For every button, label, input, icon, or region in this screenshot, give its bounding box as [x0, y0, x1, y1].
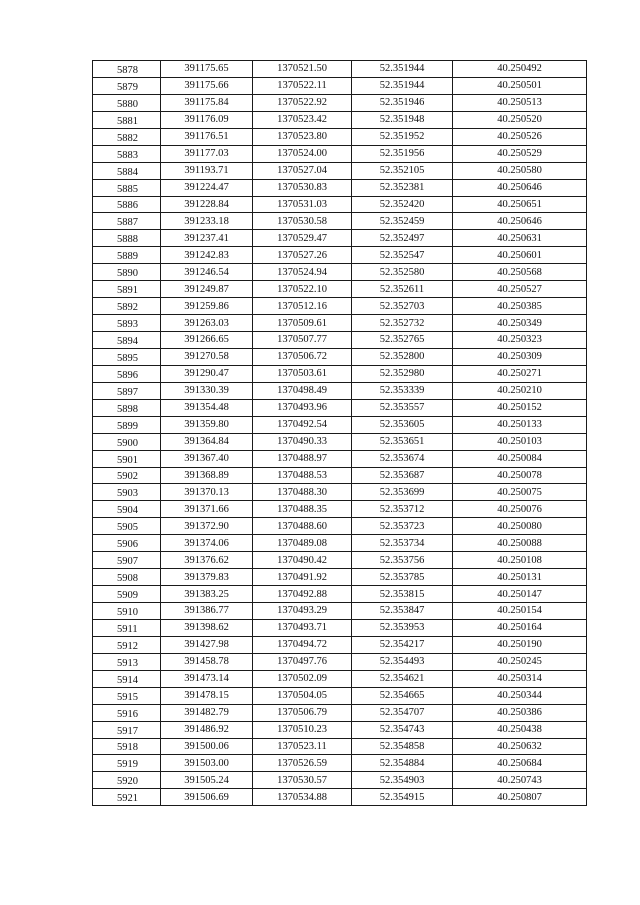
y-coordinate-cell: 1370503.61 [253, 365, 352, 382]
latitude-cell: 52.352547 [352, 247, 453, 264]
point-number-cell: 5915 [93, 687, 161, 704]
point-number-cell: 5902 [93, 467, 161, 484]
table-row [93, 196, 587, 213]
y-coordinate-cell: 1370498.49 [253, 382, 352, 399]
longitude-cell: 40.250131 [453, 569, 587, 586]
longitude-cell: 40.250568 [453, 264, 587, 281]
longitude-cell: 40.250133 [453, 416, 587, 433]
longitude-cell: 40.250501 [453, 77, 587, 94]
point-number-cell: 5904 [93, 501, 161, 518]
latitude-cell: 52.353953 [352, 619, 453, 636]
y-coordinate-cell: 1370522.10 [253, 281, 352, 298]
longitude-cell: 40.250743 [453, 772, 587, 789]
y-coordinate-cell: 1370488.30 [253, 484, 352, 501]
point-number-cell: 5882 [93, 128, 161, 145]
x-coordinate-cell: 391237.41 [161, 230, 253, 247]
x-coordinate-cell: 391370.13 [161, 484, 253, 501]
table-row [93, 704, 587, 721]
y-coordinate-cell: 1370526.59 [253, 755, 352, 772]
latitude-cell: 52.352105 [352, 162, 453, 179]
point-number-cell: 5895 [93, 348, 161, 365]
latitude-cell: 52.353785 [352, 569, 453, 586]
longitude-cell: 40.250103 [453, 433, 587, 450]
longitude-cell: 40.250651 [453, 196, 587, 213]
longitude-cell: 40.250529 [453, 145, 587, 162]
x-coordinate-cell: 391176.51 [161, 128, 253, 145]
y-coordinate-cell: 1370523.42 [253, 111, 352, 128]
point-number-cell: 5890 [93, 264, 161, 281]
x-coordinate-cell: 391249.87 [161, 281, 253, 298]
x-coordinate-cell: 391367.40 [161, 450, 253, 467]
longitude-cell: 40.250631 [453, 230, 587, 247]
table-row [93, 670, 587, 687]
latitude-cell: 52.353734 [352, 535, 453, 552]
table-row [93, 264, 587, 281]
latitude-cell: 52.352420 [352, 196, 453, 213]
table-row [93, 653, 587, 670]
y-coordinate-cell: 1370494.72 [253, 636, 352, 653]
longitude-cell: 40.250349 [453, 315, 587, 332]
table-row [93, 111, 587, 128]
x-coordinate-cell: 391386.77 [161, 603, 253, 620]
x-coordinate-cell: 391270.58 [161, 348, 253, 365]
point-number-cell: 5896 [93, 365, 161, 382]
point-number-cell: 5898 [93, 399, 161, 416]
longitude-cell: 40.250580 [453, 162, 587, 179]
coordinates-table [92, 60, 587, 806]
table-row [93, 636, 587, 653]
point-number-cell: 5918 [93, 738, 161, 755]
y-coordinate-cell: 1370527.26 [253, 247, 352, 264]
y-coordinate-cell: 1370522.11 [253, 77, 352, 94]
x-coordinate-cell: 391482.79 [161, 704, 253, 721]
x-coordinate-cell: 391500.06 [161, 738, 253, 755]
longitude-cell: 40.250344 [453, 687, 587, 704]
x-coordinate-cell: 391427.98 [161, 636, 253, 653]
longitude-cell: 40.250190 [453, 636, 587, 653]
longitude-cell: 40.250646 [453, 179, 587, 196]
x-coordinate-cell: 391228.84 [161, 196, 253, 213]
point-number-cell: 5881 [93, 111, 161, 128]
longitude-cell: 40.250309 [453, 348, 587, 365]
y-coordinate-cell: 1370530.58 [253, 213, 352, 230]
latitude-cell: 52.354903 [352, 772, 453, 789]
latitude-cell: 52.352580 [352, 264, 453, 281]
point-number-cell: 5920 [93, 772, 161, 789]
latitude-cell: 52.351946 [352, 94, 453, 111]
point-number-cell: 5909 [93, 586, 161, 603]
latitude-cell: 52.354665 [352, 687, 453, 704]
table-row [93, 61, 587, 78]
table-row [93, 145, 587, 162]
latitude-cell: 52.353674 [352, 450, 453, 467]
point-number-cell: 5892 [93, 298, 161, 315]
latitude-cell: 52.353557 [352, 399, 453, 416]
y-coordinate-cell: 1370490.42 [253, 552, 352, 569]
longitude-cell: 40.250526 [453, 128, 587, 145]
longitude-cell: 40.250078 [453, 467, 587, 484]
table-row [93, 399, 587, 416]
y-coordinate-cell: 1370489.08 [253, 535, 352, 552]
point-number-cell: 5888 [93, 230, 161, 247]
y-coordinate-cell: 1370509.61 [253, 315, 352, 332]
point-number-cell: 5878 [93, 61, 161, 78]
longitude-cell: 40.250438 [453, 721, 587, 738]
latitude-cell: 52.353847 [352, 603, 453, 620]
table-row [93, 755, 587, 772]
y-coordinate-cell: 1370527.04 [253, 162, 352, 179]
longitude-cell: 40.250152 [453, 399, 587, 416]
latitude-cell: 52.354621 [352, 670, 453, 687]
longitude-cell: 40.250513 [453, 94, 587, 111]
x-coordinate-cell: 391458.78 [161, 653, 253, 670]
y-coordinate-cell: 1370521.50 [253, 61, 352, 78]
point-number-cell: 5911 [93, 619, 161, 636]
table-row [93, 721, 587, 738]
point-number-cell: 5916 [93, 704, 161, 721]
table-row [93, 162, 587, 179]
table-row [93, 738, 587, 755]
table-row [93, 298, 587, 315]
y-coordinate-cell: 1370522.92 [253, 94, 352, 111]
y-coordinate-cell: 1370524.94 [253, 264, 352, 281]
x-coordinate-cell: 391224.47 [161, 179, 253, 196]
longitude-cell: 40.250271 [453, 365, 587, 382]
longitude-cell: 40.250385 [453, 298, 587, 315]
y-coordinate-cell: 1370493.96 [253, 399, 352, 416]
point-number-cell: 5889 [93, 247, 161, 264]
point-number-cell: 5901 [93, 450, 161, 467]
y-coordinate-cell: 1370529.47 [253, 230, 352, 247]
latitude-cell: 52.351944 [352, 77, 453, 94]
latitude-cell: 52.352611 [352, 281, 453, 298]
longitude-cell: 40.250080 [453, 518, 587, 535]
y-coordinate-cell: 1370534.88 [253, 789, 352, 806]
x-coordinate-cell: 391359.80 [161, 416, 253, 433]
x-coordinate-cell: 391506.69 [161, 789, 253, 806]
longitude-cell: 40.250314 [453, 670, 587, 687]
point-number-cell: 5884 [93, 162, 161, 179]
table-row [93, 687, 587, 704]
table-row [93, 467, 587, 484]
latitude-cell: 52.351956 [352, 145, 453, 162]
x-coordinate-cell: 391368.89 [161, 467, 253, 484]
longitude-cell: 40.250601 [453, 247, 587, 264]
x-coordinate-cell: 391478.15 [161, 687, 253, 704]
point-number-cell: 5914 [93, 670, 161, 687]
coordinates-table-body [93, 61, 587, 806]
x-coordinate-cell: 391175.84 [161, 94, 253, 111]
table-row [93, 230, 587, 247]
point-number-cell: 5907 [93, 552, 161, 569]
longitude-cell: 40.250646 [453, 213, 587, 230]
table-row [93, 416, 587, 433]
latitude-cell: 52.353339 [352, 382, 453, 399]
x-coordinate-cell: 391193.71 [161, 162, 253, 179]
latitude-cell: 52.354707 [352, 704, 453, 721]
latitude-cell: 52.352732 [352, 315, 453, 332]
point-number-cell: 5880 [93, 94, 161, 111]
table-row [93, 77, 587, 94]
table-row [93, 586, 587, 603]
y-coordinate-cell: 1370488.97 [253, 450, 352, 467]
table-row [93, 94, 587, 111]
longitude-cell: 40.250245 [453, 653, 587, 670]
y-coordinate-cell: 1370512.16 [253, 298, 352, 315]
table-row [93, 315, 587, 332]
latitude-cell: 52.351948 [352, 111, 453, 128]
point-number-cell: 5879 [93, 77, 161, 94]
latitude-cell: 52.353605 [352, 416, 453, 433]
longitude-cell: 40.250386 [453, 704, 587, 721]
longitude-cell: 40.250527 [453, 281, 587, 298]
y-coordinate-cell: 1370530.57 [253, 772, 352, 789]
point-number-cell: 5900 [93, 433, 161, 450]
table-row [93, 365, 587, 382]
table-row [93, 332, 587, 349]
latitude-cell: 52.353756 [352, 552, 453, 569]
table-row [93, 450, 587, 467]
longitude-cell: 40.250147 [453, 586, 587, 603]
x-coordinate-cell: 391330.39 [161, 382, 253, 399]
point-number-cell: 5899 [93, 416, 161, 433]
latitude-cell: 52.353712 [352, 501, 453, 518]
y-coordinate-cell: 1370523.11 [253, 738, 352, 755]
x-coordinate-cell: 391503.00 [161, 755, 253, 772]
y-coordinate-cell: 1370524.00 [253, 145, 352, 162]
latitude-cell: 52.352497 [352, 230, 453, 247]
x-coordinate-cell: 391177.03 [161, 145, 253, 162]
point-number-cell: 5921 [93, 789, 161, 806]
y-coordinate-cell: 1370506.72 [253, 348, 352, 365]
table-row [93, 552, 587, 569]
latitude-cell: 52.352381 [352, 179, 453, 196]
y-coordinate-cell: 1370492.88 [253, 586, 352, 603]
latitude-cell: 52.354743 [352, 721, 453, 738]
latitude-cell: 52.354217 [352, 636, 453, 653]
latitude-cell: 52.352800 [352, 348, 453, 365]
point-number-cell: 5919 [93, 755, 161, 772]
latitude-cell: 52.354884 [352, 755, 453, 772]
x-coordinate-cell: 391376.62 [161, 552, 253, 569]
point-number-cell: 5910 [93, 603, 161, 620]
table-row [93, 382, 587, 399]
x-coordinate-cell: 391175.65 [161, 61, 253, 78]
x-coordinate-cell: 391379.83 [161, 569, 253, 586]
table-row [93, 518, 587, 535]
point-number-cell: 5903 [93, 484, 161, 501]
point-number-cell: 5906 [93, 535, 161, 552]
table-row [93, 789, 587, 806]
x-coordinate-cell: 391473.14 [161, 670, 253, 687]
table-row [93, 569, 587, 586]
table-row [93, 281, 587, 298]
x-coordinate-cell: 391398.62 [161, 619, 253, 636]
x-coordinate-cell: 391233.18 [161, 213, 253, 230]
longitude-cell: 40.250210 [453, 382, 587, 399]
point-number-cell: 5897 [93, 382, 161, 399]
table-row [93, 213, 587, 230]
y-coordinate-cell: 1370502.09 [253, 670, 352, 687]
point-number-cell: 5905 [93, 518, 161, 535]
point-number-cell: 5894 [93, 332, 161, 349]
x-coordinate-cell: 391371.66 [161, 501, 253, 518]
x-coordinate-cell: 391266.65 [161, 332, 253, 349]
point-number-cell: 5891 [93, 281, 161, 298]
latitude-cell: 52.351952 [352, 128, 453, 145]
point-number-cell: 5885 [93, 179, 161, 196]
y-coordinate-cell: 1370490.33 [253, 433, 352, 450]
latitude-cell: 52.351944 [352, 61, 453, 78]
y-coordinate-cell: 1370510.23 [253, 721, 352, 738]
latitude-cell: 52.352459 [352, 213, 453, 230]
y-coordinate-cell: 1370488.60 [253, 518, 352, 535]
x-coordinate-cell: 391372.90 [161, 518, 253, 535]
table-row [93, 619, 587, 636]
table-row [93, 501, 587, 518]
y-coordinate-cell: 1370507.77 [253, 332, 352, 349]
longitude-cell: 40.250323 [453, 332, 587, 349]
latitude-cell: 52.352980 [352, 365, 453, 382]
x-coordinate-cell: 391354.48 [161, 399, 253, 416]
x-coordinate-cell: 391364.84 [161, 433, 253, 450]
y-coordinate-cell: 1370488.35 [253, 501, 352, 518]
point-number-cell: 5887 [93, 213, 161, 230]
latitude-cell: 52.353651 [352, 433, 453, 450]
latitude-cell: 52.354858 [352, 738, 453, 755]
latitude-cell: 52.353699 [352, 484, 453, 501]
point-number-cell: 5886 [93, 196, 161, 213]
longitude-cell: 40.250807 [453, 789, 587, 806]
table-row [93, 772, 587, 789]
point-number-cell: 5913 [93, 653, 161, 670]
latitude-cell: 52.354915 [352, 789, 453, 806]
x-coordinate-cell: 391374.06 [161, 535, 253, 552]
longitude-cell: 40.250164 [453, 619, 587, 636]
x-coordinate-cell: 391259.86 [161, 298, 253, 315]
y-coordinate-cell: 1370530.83 [253, 179, 352, 196]
y-coordinate-cell: 1370531.03 [253, 196, 352, 213]
longitude-cell: 40.250108 [453, 552, 587, 569]
latitude-cell: 52.352703 [352, 298, 453, 315]
y-coordinate-cell: 1370491.92 [253, 569, 352, 586]
x-coordinate-cell: 391263.03 [161, 315, 253, 332]
x-coordinate-cell: 391486.92 [161, 721, 253, 738]
longitude-cell: 40.250520 [453, 111, 587, 128]
x-coordinate-cell: 391176.09 [161, 111, 253, 128]
table-row [93, 535, 587, 552]
y-coordinate-cell: 1370493.71 [253, 619, 352, 636]
x-coordinate-cell: 391175.66 [161, 77, 253, 94]
longitude-cell: 40.250684 [453, 755, 587, 772]
table-row [93, 348, 587, 365]
y-coordinate-cell: 1370492.54 [253, 416, 352, 433]
latitude-cell: 52.354493 [352, 653, 453, 670]
latitude-cell: 52.353723 [352, 518, 453, 535]
point-number-cell: 5912 [93, 636, 161, 653]
y-coordinate-cell: 1370493.29 [253, 603, 352, 620]
x-coordinate-cell: 391242.83 [161, 247, 253, 264]
longitude-cell: 40.250088 [453, 535, 587, 552]
point-number-cell: 5883 [93, 145, 161, 162]
latitude-cell: 52.353687 [352, 467, 453, 484]
y-coordinate-cell: 1370488.53 [253, 467, 352, 484]
longitude-cell: 40.250075 [453, 484, 587, 501]
table-row [93, 484, 587, 501]
point-number-cell: 5893 [93, 315, 161, 332]
latitude-cell: 52.353815 [352, 586, 453, 603]
longitude-cell: 40.250154 [453, 603, 587, 620]
latitude-cell: 52.352765 [352, 332, 453, 349]
x-coordinate-cell: 391290.47 [161, 365, 253, 382]
y-coordinate-cell: 1370504.05 [253, 687, 352, 704]
table-row [93, 247, 587, 264]
longitude-cell: 40.250084 [453, 450, 587, 467]
longitude-cell: 40.250632 [453, 738, 587, 755]
y-coordinate-cell: 1370506.79 [253, 704, 352, 721]
point-number-cell: 5917 [93, 721, 161, 738]
point-number-cell: 5908 [93, 569, 161, 586]
table-row [93, 433, 587, 450]
table-row [93, 128, 587, 145]
longitude-cell: 40.250492 [453, 61, 587, 78]
x-coordinate-cell: 391505.24 [161, 772, 253, 789]
table-row [93, 179, 587, 196]
y-coordinate-cell: 1370523.80 [253, 128, 352, 145]
y-coordinate-cell: 1370497.76 [253, 653, 352, 670]
x-coordinate-cell: 391383.25 [161, 586, 253, 603]
longitude-cell: 40.250076 [453, 501, 587, 518]
table-row [93, 603, 587, 620]
x-coordinate-cell: 391246.54 [161, 264, 253, 281]
